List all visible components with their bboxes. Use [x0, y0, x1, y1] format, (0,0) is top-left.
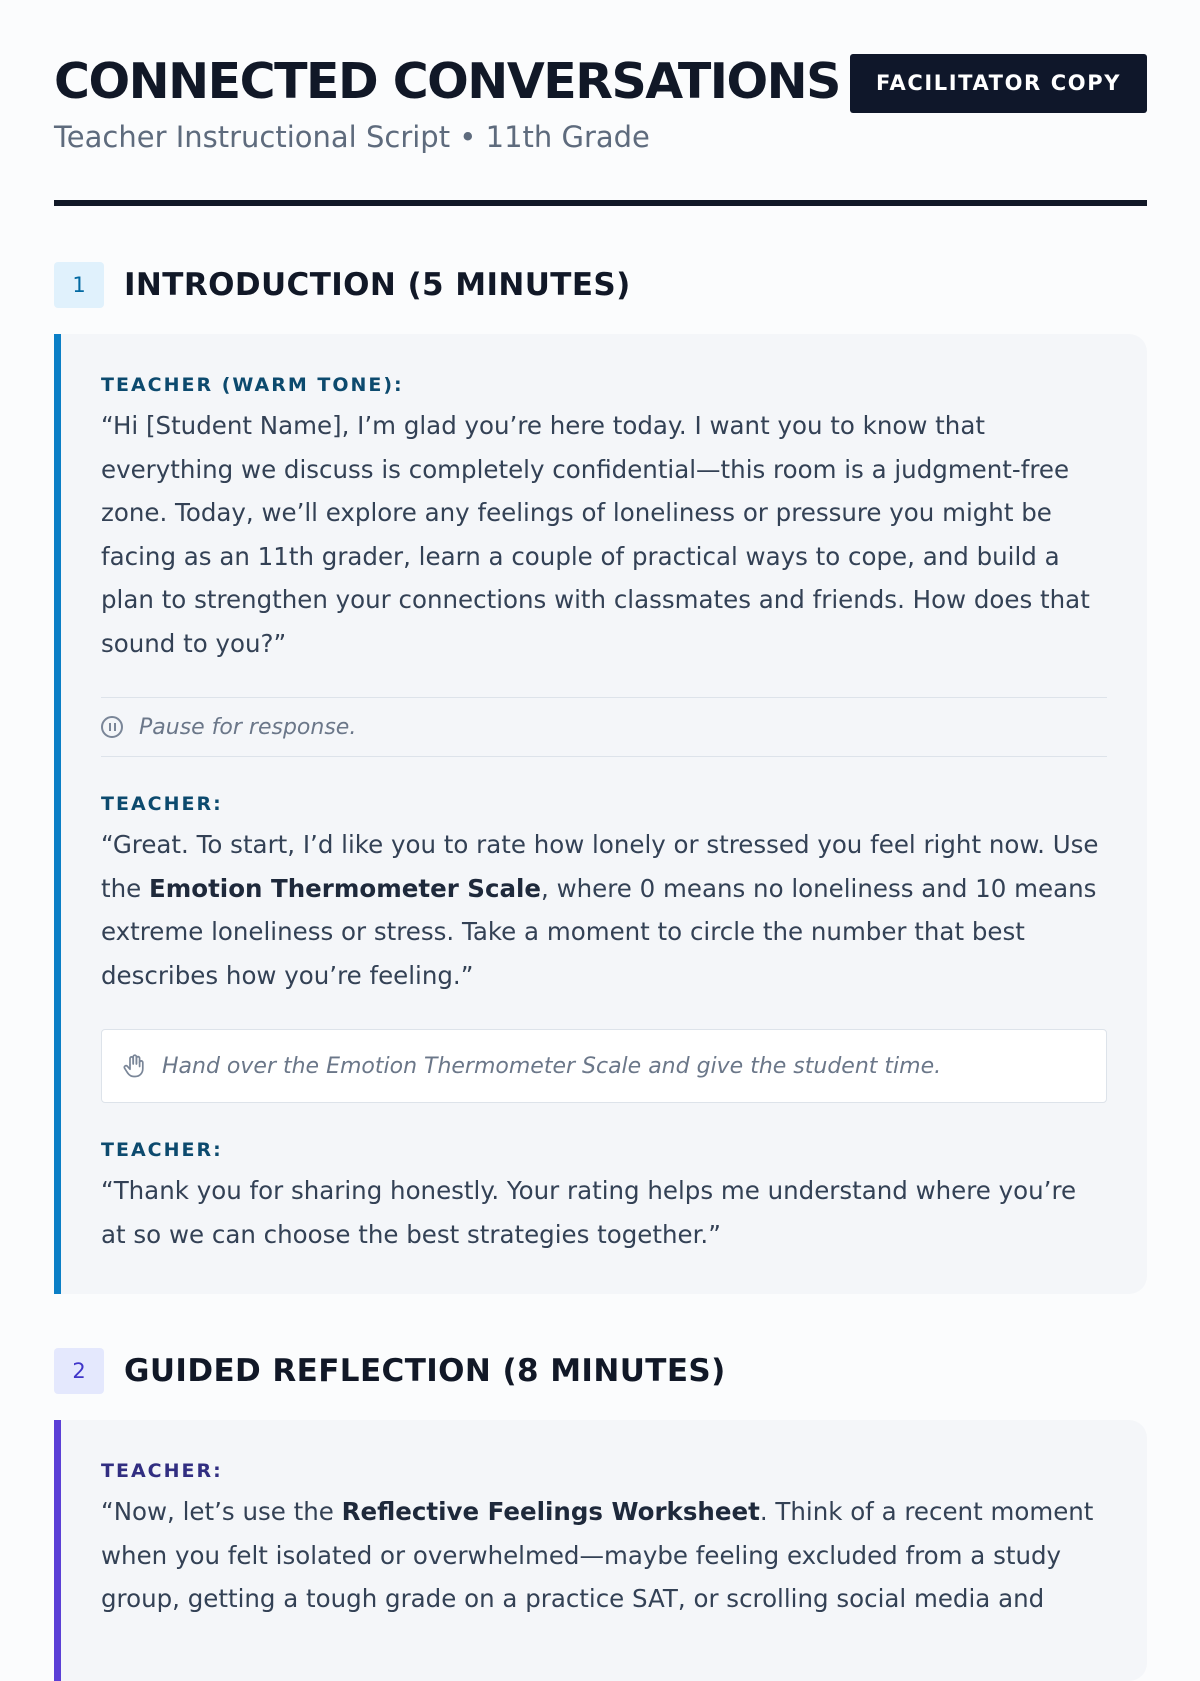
facilitator-copy-badge: FACILITATOR COPY: [850, 54, 1147, 113]
teacher-speech-thanks: “Thank you for sharing honestly. Your rating helps me understand where you’re at so we can choose the best strategies together.”: [101, 1176, 1077, 1249]
speech-text: “Great. To start, I’d like you to rate how lonely or stressed you feel right now. Use the: [101, 830, 1099, 903]
section-2-card: [54, 1420, 1147, 1681]
speech-text: , where 0 means no loneliness and 10 means extreme loneliness or stress. Take a moment to circle the number that best describes how you’re feeling.”: [101, 873, 1097, 990]
teacher-speech-rating: [101, 823, 1107, 997]
emotion-thermometer-scale-term: Emotion Thermometer Scale: [149, 873, 542, 903]
document-header: [54, 0, 1147, 208]
section-1-card: [54, 334, 1147, 1294]
speaker-label: TEACHER:: [101, 793, 223, 815]
pause-note-text: Pause for response.: [139, 714, 357, 740]
teacher-speech-reflection: [101, 1490, 1107, 1621]
document-title: CONNECTED CONVERSATIONS: [54, 53, 840, 110]
speaker-label: TEACHER (WARM TONE):: [101, 374, 404, 396]
reflective-feelings-worksheet-term: Reflective Feelings Worksheet: [341, 1497, 760, 1526]
header-divider: [54, 200, 1147, 206]
section-2-number: 2: [54, 1348, 104, 1394]
section-1-title: INTRODUCTION (5 MINUTES): [124, 267, 631, 303]
speech-text: . Think of a recent moment when you felt isolated or overwhelmed—maybe feeling excluded from a study group, getting a tough grade on a practice SAT, or scrolling social media and: [101, 1497, 1094, 1613]
speaker-label: TEACHER:: [101, 1139, 223, 1161]
section-1-heading: [54, 262, 1147, 308]
action-note-text: Hand over the Emotion Thermometer Scale and give the student time.: [162, 1053, 942, 1079]
pause-circle-icon: [101, 716, 123, 738]
pause-note: [101, 697, 1107, 757]
speaker-label: TEACHER:: [101, 1460, 223, 1482]
section-2-title: GUIDED REFLECTION (8 MINUTES): [124, 1353, 726, 1389]
teacher-speech-intro: “Hi [Student Name], I’m glad you’re here today. I want you to know that everything we discuss is completely confidential—this room is a judgment-free zone. Today, we’ll explore any feelings of loneliness or pressure you might be facing as an 11th grader, learn a couple of practical ways to cope, and build a plan to strengthen your connections with classmates and friends. How does that sound to you?”: [101, 411, 1090, 658]
section-2-heading: [54, 1348, 1147, 1394]
script-page: [54, 0, 1147, 1681]
section-1-number: 1: [54, 262, 104, 308]
document-subtitle: Teacher Instructional Script • 11th Grade: [54, 120, 650, 154]
action-note: [101, 1029, 1107, 1103]
speech-text: “Now, let’s use the: [101, 1497, 342, 1526]
hand-icon: [122, 1053, 146, 1079]
